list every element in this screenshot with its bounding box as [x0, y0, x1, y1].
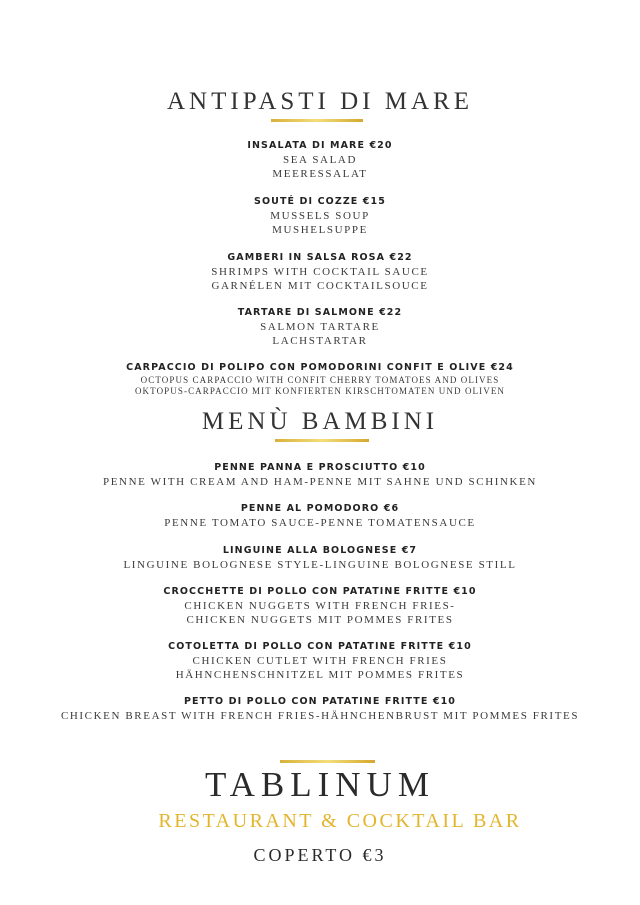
- menu-item-desc: SALMON TARTARE: [260, 321, 380, 333]
- menu-item-name: TARTARE DI SALMONE €22: [237, 307, 403, 318]
- menu-item-desc: CHICKEN NUGGETS WITH FRENCH FRIES-: [184, 600, 456, 612]
- menu-item-desc: HÄHNCHENSCHNITZEL MIT POMMES FRITES: [175, 669, 465, 681]
- menu-item-name: PENNE PANNA E PROSCIUTTO €10: [214, 462, 426, 473]
- menu-item: [0, 502, 640, 530]
- coperto-price: COPERTO €3: [253, 845, 387, 865]
- menu-item: [0, 585, 640, 627]
- menu-item-desc: MEERESSALAT: [272, 168, 368, 180]
- menu-item-desc: PENNE WITH CREAM AND HAM-PENNE MIT SAHNE UND SCHINKEN: [103, 476, 537, 488]
- menu-item-desc: CHICKEN CUTLET WITH FRENCH FRIES: [192, 655, 448, 667]
- section-title-bambini: MENÙ BAMBINI: [201, 408, 439, 435]
- menu-item-desc: MUSHELSUPPE: [272, 224, 368, 236]
- menu-item-name: CROCCHETTE DI POLLO CON PATATINE FRITTE €10: [163, 586, 477, 597]
- menu-item: [0, 361, 640, 397]
- menu-item: [0, 544, 640, 572]
- menu-item-desc: LINGUINE BOLOGNESE STYLE-LINGUINE BOLOGNESE STILL: [123, 559, 517, 571]
- gold-divider: [275, 439, 369, 442]
- menu-item-name: COTOLETTA DI POLLO CON PATATINE FRITTE €10: [168, 641, 472, 652]
- menu-item-desc: LACHSTARTAR: [272, 335, 368, 347]
- menu-item-name: GAMBERI IN SALSA ROSA €22: [227, 252, 413, 263]
- menu-item-name: PETTO DI POLLO CON PATATINE FRITTE €10: [183, 696, 456, 707]
- menu-item: [0, 695, 640, 723]
- menu-item-name: PENNE AL POMODORO €6: [240, 503, 400, 514]
- menu-item-name: INSALATA DI MARE €20: [247, 140, 393, 151]
- menu-item-desc: OCTOPUS CARPACCIO WITH CONFIT CHERRY TOMATOES AND OLIVES: [140, 375, 500, 385]
- restaurant-tagline: RESTAURANT & COCKTAIL BAR: [158, 810, 522, 832]
- menu-item-desc: SEA SALAD: [283, 154, 357, 166]
- menu-item-desc: GARNÉLEN MIT COCKTAILSOUCE: [211, 280, 429, 292]
- gold-divider: [271, 119, 363, 122]
- menu-item: [0, 139, 640, 181]
- menu-item-desc: CHICKEN BREAST WITH FRENCH FRIES-HÄHNCHENBRUST MIT POMMES FRITES: [60, 710, 580, 722]
- menu-item-desc: SHRIMPS WITH COCKTAIL SAUCE: [211, 266, 429, 278]
- menu-item-name: CARPACCIO DI POLIPO CON POMODORINI CONFIT E OLIVE €24: [126, 362, 514, 373]
- menu-item-desc: MUSSELS SOUP: [270, 210, 370, 222]
- gold-divider: [280, 760, 375, 763]
- menu-item-desc: CHICKEN NUGGETS MIT POMMES FRITES: [186, 614, 454, 626]
- menu-item: [0, 640, 640, 682]
- menu-item-name: SOUTÉ DI COZZE €15: [254, 196, 386, 207]
- menu-item: [0, 461, 640, 489]
- menu-item-name: LINGUINE ALLA BOLOGNESE €7: [222, 545, 418, 556]
- menu-item: [0, 306, 640, 348]
- menu-item-desc: PENNE TOMATO SAUCE-PENNE TOMATENSAUCE: [164, 517, 476, 529]
- menu-item: [0, 251, 640, 293]
- restaurant-name: TABLINUM: [205, 765, 435, 804]
- menu-item: [0, 195, 640, 237]
- menu-item-desc: OKTOPUS-CARPACCIO MIT KONFIERTEN KIRSCHTOMATEN UND OLIVEN: [134, 386, 506, 396]
- section-title-antipasti: ANTIPASTI DI MARE: [167, 88, 473, 115]
